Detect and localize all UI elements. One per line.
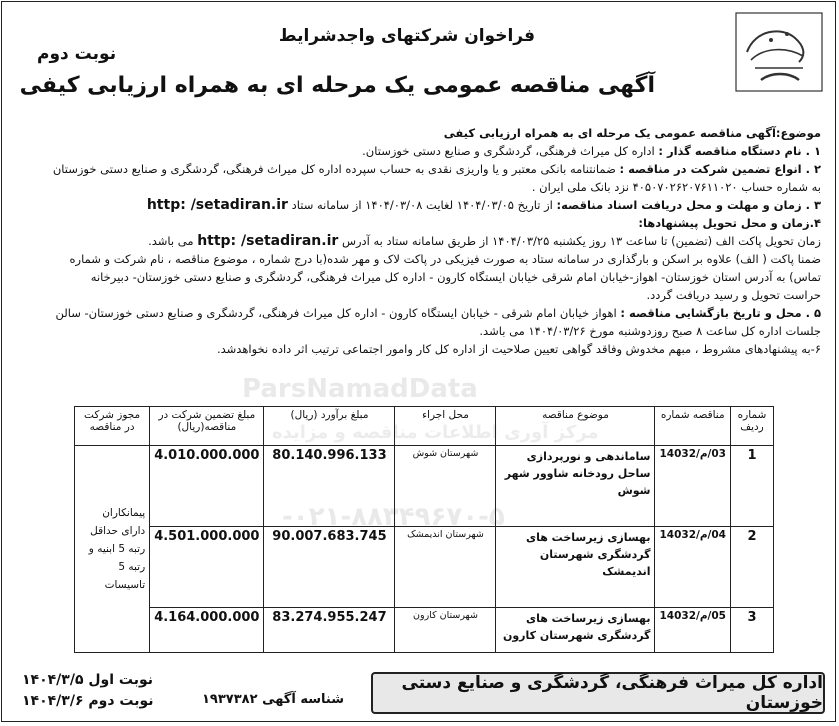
- tender-subject: بهسازی زیرساخت های گردشگری شهرستان اندیمشک: [496, 527, 655, 608]
- item-4a-end: می باشد.: [148, 234, 198, 248]
- tender-subject: ساماندهی و نورپردازی ساحل رودخانه شاوور شهر شوش: [496, 446, 655, 527]
- tender-location: شهرستان کارون: [395, 608, 496, 653]
- item-4a-text: زمان تحویل پاکت الف (تضمین) تا ساعت ۱۳ روز یکشنبه ۱۴۰۴/۰۳/۲۵ از طریق سامانه ستاد به آدرس: [341, 234, 821, 248]
- header-row-number: شماره ردیف: [731, 407, 774, 446]
- organization-logo: [733, 10, 825, 96]
- second-round-date: نوبت دوم ۱۴۰۴/۳/۶: [22, 693, 154, 709]
- item-5-label: ۵ . محل و تاریخ بازگشایی مناقصه :: [620, 306, 821, 320]
- item-1-text: اداره کل میراث فرهنگی، گردشگری و صنایع دستی خوزستان.: [362, 144, 659, 158]
- tender-guarantee: 4.010.000.000: [150, 446, 264, 527]
- item-5-text: اهواز خیابان امام شرقی - خیابان ایستگاه کارون - اداره کل میراث فرهنگی، گردشگری و صنایع دستی خوزستان- سالن: [55, 306, 621, 320]
- item-2-text: ضمانتنامه بانکی معتبر و یا واریزی نقدی به حساب سپرده اداره کل میراث فرهنگی، گردشگری و صنایع دستی خوزستان: [52, 162, 620, 176]
- organization-footer: اداره کل میراث فرهنگی، گردشگری و صنایع دستی خوزستان: [371, 672, 825, 714]
- table-row: [75, 608, 774, 653]
- item-1: [16, 142, 821, 160]
- table-row: [75, 527, 774, 608]
- item-1-label: ۱ . نام دستگاه مناقصه گذار :: [658, 144, 821, 158]
- tender-estimate: 83.274.955.247: [264, 608, 395, 653]
- subject-label: موضوع:: [775, 126, 821, 140]
- item-3-label: ۳ . زمان و مهلت و محل دریافت اسناد مناقصه:: [556, 198, 821, 212]
- notice-round-header: نوبت دوم: [37, 44, 117, 64]
- item-4-label: ۴.زمان و محل تحویل پیشنهادها:: [638, 216, 821, 230]
- row-number: 1: [731, 446, 774, 527]
- item-5b: جلسات اداره کل ساعت ۸ صبح روزدوشنبه مورخ ۱۴۰۴/۰۳/۲۶ می باشد.: [479, 324, 821, 338]
- tender-location: شهرستان اندیمشک: [395, 527, 496, 608]
- tender-guarantee: 4.164.000.000: [150, 608, 264, 653]
- watermark-subtitle: مرکز آوری اطلاعات مناقصه و مزایده: [272, 422, 599, 443]
- setad-link-2[interactable]: http: /setadiran.ir: [197, 233, 339, 249]
- notice-subtitle: فراخوان شرکتهای واجدشرایط: [278, 26, 535, 46]
- tender-guarantee: 4.501.000.000: [150, 527, 264, 608]
- header-code: مناقصه شماره: [655, 407, 731, 446]
- item-2-label: ۲ . انواع تضمین شرکت در مناقصه :: [619, 162, 821, 176]
- item-3-text: از تاریخ ۱۴۰۴/۰۳/۰۵ لغایت ۱۴۰۴/۰۳/۰۸ از سامانه ستاد: [291, 198, 557, 212]
- tender-notice: [1, 1, 836, 722]
- setad-link[interactable]: http: /setadiran.ir: [146, 197, 288, 213]
- header-estimate: مبلغ برآورد (ریال): [264, 407, 395, 446]
- header-subject: موضوع مناقصه: [496, 407, 655, 446]
- publication-dates: [22, 670, 154, 712]
- row-number: 2: [731, 527, 774, 608]
- table-header-row: [75, 407, 774, 446]
- tender-estimate: 90.007.683.745: [264, 527, 395, 608]
- item-5: [16, 304, 821, 322]
- header-permit: مجوز شرکت در مناقصه: [75, 407, 150, 446]
- tender-subject: بهسازی زیرساخت های گردشگری شهرستان کارون: [496, 608, 655, 653]
- item-4d: حراست تحویل و رسید دریافت گردد.: [646, 288, 821, 302]
- tender-location: شهرستان شوش: [395, 446, 496, 527]
- tender-table: [74, 406, 774, 653]
- item-2: [16, 160, 821, 178]
- tender-code: 04/م/14032: [655, 527, 731, 608]
- table-row: [75, 446, 774, 527]
- first-round-date: نوبت اول ۱۴۰۴/۳/۵: [22, 672, 154, 688]
- item-3: [16, 196, 821, 214]
- permit-requirement: پیمانکاران دارای حداقل رتبه 5 ابنیه و رتبه 5 تاسیسات: [75, 446, 150, 653]
- notice-id: شناسه آگهی ۱۹۳۷۳۸۲: [202, 692, 344, 707]
- header-location: محل اجراء: [395, 407, 496, 446]
- item-2-account: به شماره حساب ۴۰۵۰۷۰۲۶۲۰۷۶۱۱۰۲۰ نزد بانک ملی ایران .: [531, 180, 821, 194]
- header-guarantee: مبلغ تضمین شرکت در مناقصه(ریال): [150, 407, 264, 446]
- item-6: ۶-به پیشنهادهای مشروط ، مبهم مخدوش وفاقد گواهی تعیین صلاحیت از اداره کل کار وامور اجتماعی ترتیب اثر داده نخواهدشد.: [216, 342, 821, 356]
- tender-code: 03/م/14032: [655, 446, 731, 527]
- notice-title: آگهی مناقصه عمومی یک مرحله ای به همراه ارزیابی کیفی: [19, 73, 655, 98]
- watermark-phone: -۰۲۱-۸۸۳۴۹۶۷۰-۵: [282, 502, 505, 532]
- item-4c: تماس) به آدرس استان خوزستان- اهواز-خیابان امام شرقی خیابان ایستگاه کارون - اداره کل میراث فرهنگی، گردشگری و صنایع دستی خوزستان- دبیرخانه: [90, 270, 821, 284]
- tender-code: 05/م/14032: [655, 608, 731, 653]
- tender-estimate: 80.140.996.133: [264, 446, 395, 527]
- row-number: 3: [731, 608, 774, 653]
- watermark-brand: ParsNamadData: [242, 374, 478, 404]
- subject-line: [16, 124, 821, 142]
- subject-text: آگهی مناقصه عمومی یک مرحله ای به همراه ارزیابی کیفی: [443, 126, 776, 140]
- item-4a: [16, 232, 821, 250]
- notice-body: [16, 124, 821, 358]
- item-4b: ضمنا پاکت ( الف) علاوه بر اسکن و بارگذاری در سامانه ستاد به صورت فیزیکی در پاکت لاک و مهر شده(با درج شماره ، موضوع مناقصه ، نام شرکت و شماره: [69, 252, 821, 266]
